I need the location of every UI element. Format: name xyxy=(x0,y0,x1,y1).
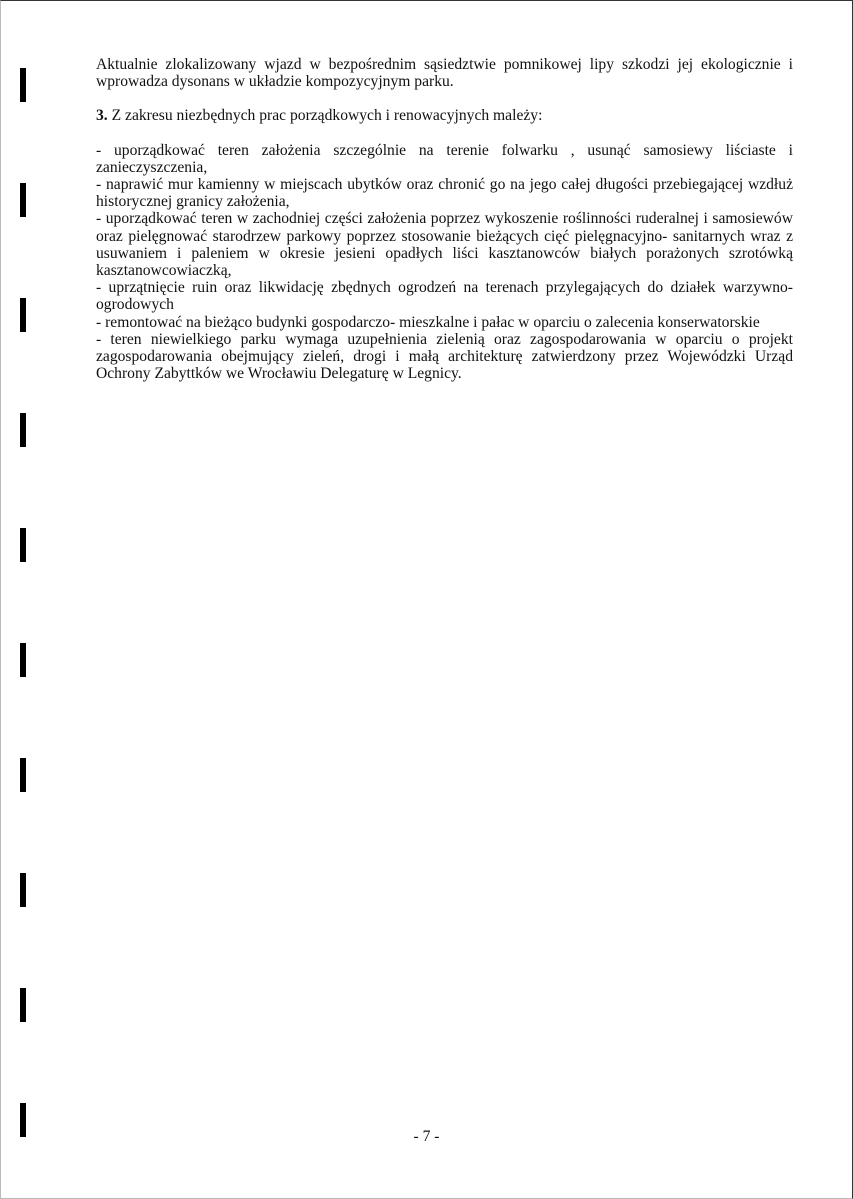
intro-paragraph: Aktualnie zlokalizowany wjazd w bezpośrednim sąsiedztwie pomnikowej lipy szkodzi jej ekologicznie i wprowadza dysonans w układzie kompozycyjnym parku. xyxy=(96,56,793,91)
section-number: 3. xyxy=(96,107,108,125)
page-number: - 7 - xyxy=(413,1128,440,1145)
scan-mark xyxy=(20,643,26,677)
list-item: - uprzątnięcie ruin oraz likwidację zbędnych ogrodzeń na terenach przylegających do działek warzywno-ogrodowych xyxy=(96,279,793,314)
list-item: - remontować na bieżąco budynki gospodarczo- mieszkalne i pałac w oparciu o zalecenia konserwatorskie xyxy=(96,313,760,331)
section-heading xyxy=(96,107,793,124)
scan-mark xyxy=(20,68,26,102)
section-title: Z zakresu niezbędnych prac porządkowych i renowacyjnych mależy: xyxy=(111,107,543,125)
scan-mark xyxy=(20,758,26,792)
scan-mark xyxy=(20,988,26,1022)
scan-mark xyxy=(20,298,26,332)
scan-mark xyxy=(20,528,26,562)
list-item: - uporządkować teren założenia szczególnie na terenie folwarku , usunąć samosiewy liściaste i zanieczyszczenia, xyxy=(96,141,793,176)
list-item: - uporządkować teren w zachodniej części założenia poprzez wykoszenie roślinności ruderalnej i samosiewów oraz pielęgnować starodrzew parkowy poprzez stosowanie bieżących cięć pielęgnacyjno- sanitarnych wraz z usuwaniem i paleniem w okresie jesieni opadłych liści kasztanowców białych porażonych szrotówką kasztanowcowiaczką, xyxy=(96,210,793,280)
list-item: - naprawić mur kamienny w miejscach ubytków oraz chronić go na jego całej długości przebiegającej wzdłuż historycznej granicy założenia, xyxy=(96,176,793,211)
list-item: - teren niewielkiego parku wymaga uzupełnienia zielenią oraz zagospodarowania w oparciu o projekt zagospodarowania obejmujący zieleń, drogi i małą architekturę zatwierdzony przez Wojewódzki Urząd Ochrony Zabyttków we Wrocławiu Delegaturę w Legnicy. xyxy=(96,330,793,383)
scan-mark xyxy=(20,183,26,217)
scan-mark xyxy=(20,413,26,447)
document-body xyxy=(96,56,793,382)
scan-mark xyxy=(20,873,26,907)
